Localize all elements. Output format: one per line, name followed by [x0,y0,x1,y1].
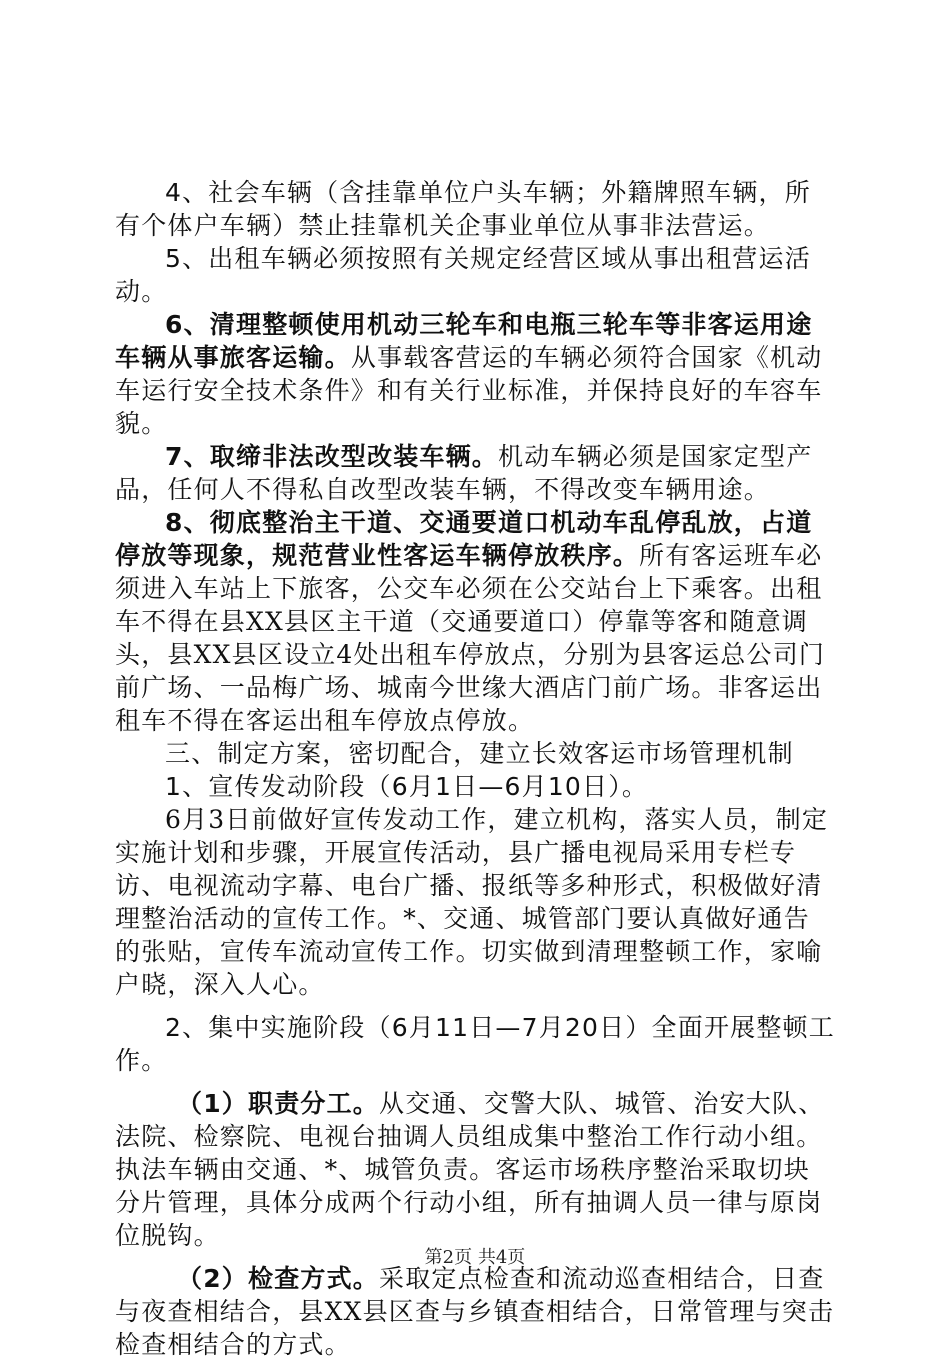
page-number-footer: 第2页 共4页 [424,1247,526,1268]
paragraph-lead: 7、取缔非法改型改装车辆。 [165,442,498,471]
paragraph-rest: 机动车辆必须是国家定型产品，任何人不得私自改型改装车辆，不得改变车辆用途。 [115,442,813,504]
paragraph-lead: 5、出租车辆必须按照有关规定经营区域从事出租营运活动。 [115,244,811,306]
section-heading-text: 三、制定方案，密切配合，建立长效客运市场管理机制 [165,739,794,768]
paragraph-item-7 [115,441,835,507]
stage-heading-2 [115,1012,835,1078]
paragraph-rest: 所有客运班车必须进入车站上下旅客，公交车必须在公交站台上下乘客。出租车不得在县XX县区主干道（交通要道口）停靠等客和随意调头，县XX县区设立4处出租车停放点，分别为县客运总公司门前广场、一品梅广场、城南今世缘大酒店门前广场。非客运出租车不得在客运出租车停放点停放。 [115,541,826,735]
paragraph-lead: （2）检查方式。 [177,1264,379,1293]
stage-heading-text: 1、宣传发动阶段（6月1日—6月10日）。 [165,772,649,801]
paragraph-rest: 6月3日前做好宣传发动工作，建立机构，落实人员，制定实施计划和步骤，开展宣传活动，县广播电视局采用专栏专访、电视流动字幕、电台广播、报纸等多种形式，积极做好清理整治活动的宣传工作。*、交通、城管部门要认真做好通告的张贴，宣传车流动宣传工作。切实做到清理整顿工作，家喻户晓，深入人心。 [115,805,829,999]
document-body [115,177,835,1362]
paragraph-rest: 采取定点检查和流动巡查相结合，日查与夜查相结合，县XX县区查与乡镇查相结合，日常管理与突击检查相结合的方式。 [115,1264,835,1359]
paragraph-lead: （1）职责分工。 [177,1089,379,1118]
paragraph-lead: 6、清理整顿使用机动三轮车和电瓶三轮车等非客运用途车辆从事旅客运输。 [115,310,813,372]
paragraph-item-4 [115,177,835,243]
paragraph-rest: 从事载客营运的车辆必须符合国家《机动车运行安全技术条件》和有关行业标准，并保持良好的车容车貌。 [115,343,823,438]
stage-sub-item-1 [115,1088,835,1253]
stage-heading-text: 2、集中实施阶段（6月11日—7月20日）全面开展整顿工作。 [115,1013,835,1075]
section-heading-3 [115,738,835,771]
paragraph-item-6 [115,309,835,441]
paragraph-lead: 4、社会车辆（含挂靠单位户头车辆；外籍牌照车辆，所有个体户车辆）禁止挂靠机关企事业单位从事非法营运。 [115,178,811,240]
paragraph-item-8 [115,507,835,738]
stage-body-1 [115,804,835,1002]
stage-sub-item-2 [115,1263,835,1362]
paragraph-item-5 [115,243,835,309]
paragraph-lead: 8、彻底整治主干道、交通要道口机动车乱停乱放，占道停放等现象，规范营业性客运车辆停放秩序。 [115,508,813,570]
stage-heading-1 [115,771,835,804]
paragraph-rest: 从交通、交警大队、城管、治安大队、法院、检察院、电视台抽调人员组成集中整治工作行动小组。执法车辆由交通、*、城管负责。客运市场秩序整治采取切块分片管理，具体分成两个行动小组，所有抽调人员一律与原岗位脱钩。 [115,1089,825,1250]
